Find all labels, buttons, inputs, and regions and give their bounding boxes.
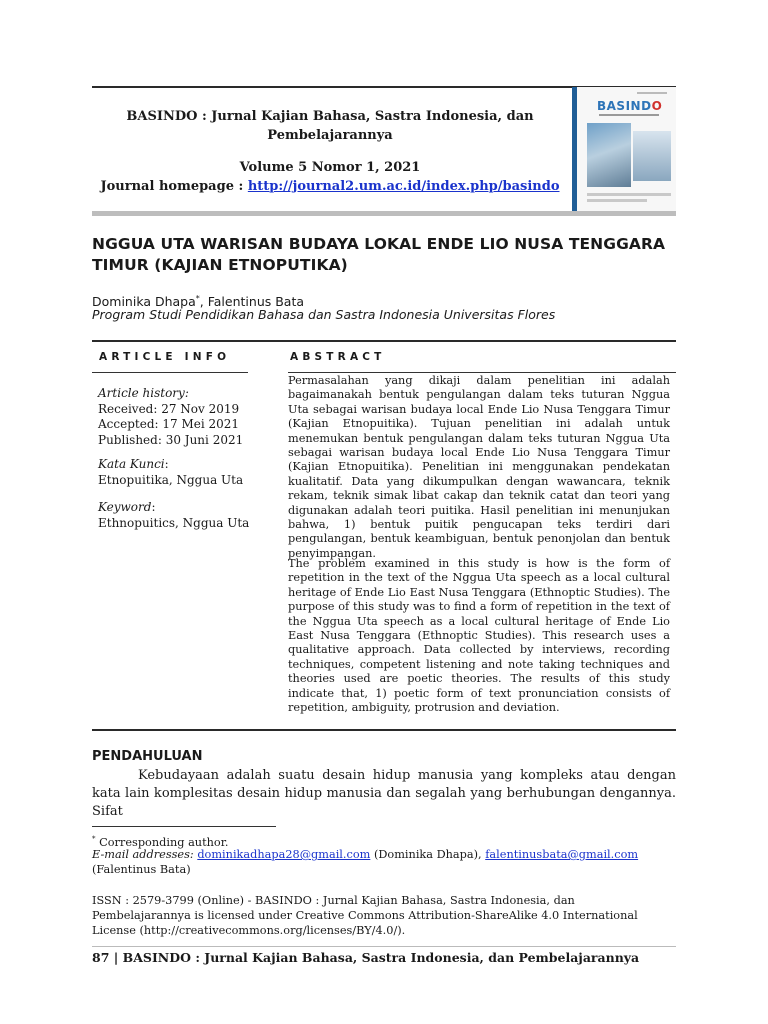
affiliation: Program Studi Pendidikan Bahasa dan Sastra Indonesia Universitas Flores bbox=[92, 307, 556, 322]
cover-footer-line bbox=[587, 193, 671, 196]
journal-cover-image bbox=[572, 87, 676, 213]
cover-photo bbox=[587, 123, 631, 187]
kata-kunci-label: Kata Kunci bbox=[98, 457, 165, 471]
cover-logo-text-b: D bbox=[641, 99, 652, 113]
abstract-heading: ABSTRACT bbox=[290, 351, 386, 363]
article-history bbox=[98, 386, 278, 448]
author-primary: Dominika Dhapa bbox=[92, 294, 196, 310]
cover-photo-secondary bbox=[633, 131, 671, 181]
email-2-owner: (Falentinus Bata) bbox=[92, 863, 191, 876]
volume-issue: Volume 5 Nomor 1, 2021 bbox=[239, 160, 421, 175]
keywords bbox=[98, 500, 278, 531]
page-number: 87 bbox=[92, 950, 110, 965]
article-title bbox=[92, 234, 676, 276]
cover-logo-text-c: O bbox=[651, 99, 663, 113]
info-top-rule bbox=[92, 340, 676, 342]
kata-kunci-value: Etnopuitika, Nggua Uta bbox=[98, 472, 244, 487]
corresponding-mark: * bbox=[195, 294, 200, 303]
introduction-text: Kebudayaan adalah suatu desain hidup manusia yang kompleks atau dengan kata lain komplesitas desain hidup manusia dan segalah yang berhubungan dengannya. Sifat bbox=[92, 768, 676, 819]
cover-footer-line-2 bbox=[587, 199, 647, 202]
email-link-1[interactable]: dominikadhapa28@gmail.com bbox=[197, 848, 371, 861]
footer-journal-name: BASINDO : Jurnal Kajian Bahasa, Sastra Indonesia, dan Pembelajarannya bbox=[122, 950, 640, 965]
cover-issn-line bbox=[637, 92, 667, 94]
history-label: Article history: bbox=[98, 386, 189, 400]
kata-kunci-colon: : bbox=[164, 457, 169, 471]
license-note: ISSN : 2579-3799 (Online) - BASINDO : Jurnal Kajian Bahasa, Sastra Indonesia, dan Pembelajarannya is licensed under Creative Commons Attribution-ShareAlike 4.0 International License (http://creativecommons.org/licenses/BY/4.0/). bbox=[92, 894, 638, 937]
journal-name-line1: BASINDO : Jurnal Kajian Bahasa, Sastra Indonesia, dan bbox=[126, 109, 534, 124]
kata-kunci bbox=[98, 457, 278, 488]
journal-homepage bbox=[92, 177, 568, 196]
abstract-rule bbox=[288, 372, 676, 373]
keyword-colon: : bbox=[151, 500, 156, 514]
homepage-label: Journal homepage : bbox=[100, 179, 244, 194]
email-addresses bbox=[92, 847, 676, 862]
cover-page bbox=[577, 87, 676, 213]
footer-rule bbox=[92, 946, 676, 947]
footnote-rule bbox=[92, 826, 276, 827]
article-info-heading: ARTICLE INFO bbox=[99, 351, 231, 363]
footnote-mark: * bbox=[92, 835, 96, 843]
email-link-2[interactable]: falentinusbata@gmail.com bbox=[485, 848, 639, 861]
page-footer bbox=[92, 950, 639, 966]
author-secondary: , Falentinus Bata bbox=[199, 294, 305, 310]
email-1-owner: (Dominika Dhapa), bbox=[370, 848, 486, 861]
article-title-line1: NGGUA UTA WARISAN BUDAYA LOKAL ENDE LIO NUSA TENGGARA bbox=[92, 235, 666, 253]
keyword-label: Keyword bbox=[98, 500, 152, 514]
accepted-date: Accepted: 17 Mei 2021 bbox=[98, 417, 240, 431]
footer-separator: | bbox=[109, 950, 123, 965]
keyword-value: Ethnopuitics, Nggua Uta bbox=[98, 515, 250, 530]
cover-logo-text-a: BASIN bbox=[597, 99, 642, 113]
article-title-line2: TIMUR (KAJIAN ETNOPUTIKA) bbox=[92, 256, 348, 274]
journal-name-line2: Pembelajarannya bbox=[267, 128, 393, 143]
received-date: Received: 27 Nov 2019 bbox=[98, 401, 240, 416]
corresponding-text: Corresponding author. bbox=[95, 835, 229, 849]
abstract-indonesian: Permasalahan yang dikaji dalam penelitian ini adalah bagaimanakah bentuk pengulangan dalam teks tuturan Nggua Uta sebagai warisan budaya local Ende Lio Nusa Tenggara Timur (Kajian Etnopuitika). Tujuan penelitian ini adalah untuk menemukan bentuk pengulangan dalam teks tuturan Nggua Uta sebagai warisan budaya local Ende Lio Nusa Tenggara Timur (Kajian Etnopuitika). Penelitian ini menggunakan pendekatan kualitatif. Data yang dikumpulkan dengan wawancara, teknik rekam, teknik simak libat cakap dan teknik catat dan teori yang digunakan adalah teori puitika. Hasil penelitian ini menunjukan bahwa, 1) bentuk puitik pengucapan teks terdiri dari pengulangan, bentuk keambiguan, bentuk penonjolan dan bentuk penyimpangan. bbox=[288, 374, 670, 560]
cover-logo bbox=[597, 99, 662, 113]
header-bottom-rule bbox=[92, 211, 676, 216]
introduction-heading: PENDAHULUAN bbox=[92, 749, 203, 764]
journal-name bbox=[92, 107, 568, 145]
homepage-link[interactable]: http://journal2.um.ac.id/index.php/basindo bbox=[247, 179, 560, 194]
abstract-bottom-rule bbox=[92, 729, 676, 731]
cover-subtitle-line bbox=[599, 114, 659, 116]
article-info-rule bbox=[92, 372, 248, 373]
published-date: Published: 30 Juni 2021 bbox=[98, 432, 244, 447]
email-label: E-mail addresses: bbox=[92, 848, 194, 861]
abstract-english: The problem examined in this study is how is the form of repetition in the text of the Nggua Uta speech as a local cultural heritage of Ende Lio East Nusa Tenggara (Ethnoptic Studies). The purpose of this study was to find a form of repetition in the text of the Nggua Uta speech as a local cultural heritage of Ende Lio East Nusa Tenggara (Ethnoptic Studies). This research uses a qualitative approach. Data collected by interviews, recording techniques, competent listening and note taking techniques and theories used are poetic theories. The results of this study indicate that, 1) poetic form of text pronunciation consists of repetition, ambiguity, protrusion and deviation. bbox=[288, 557, 670, 715]
